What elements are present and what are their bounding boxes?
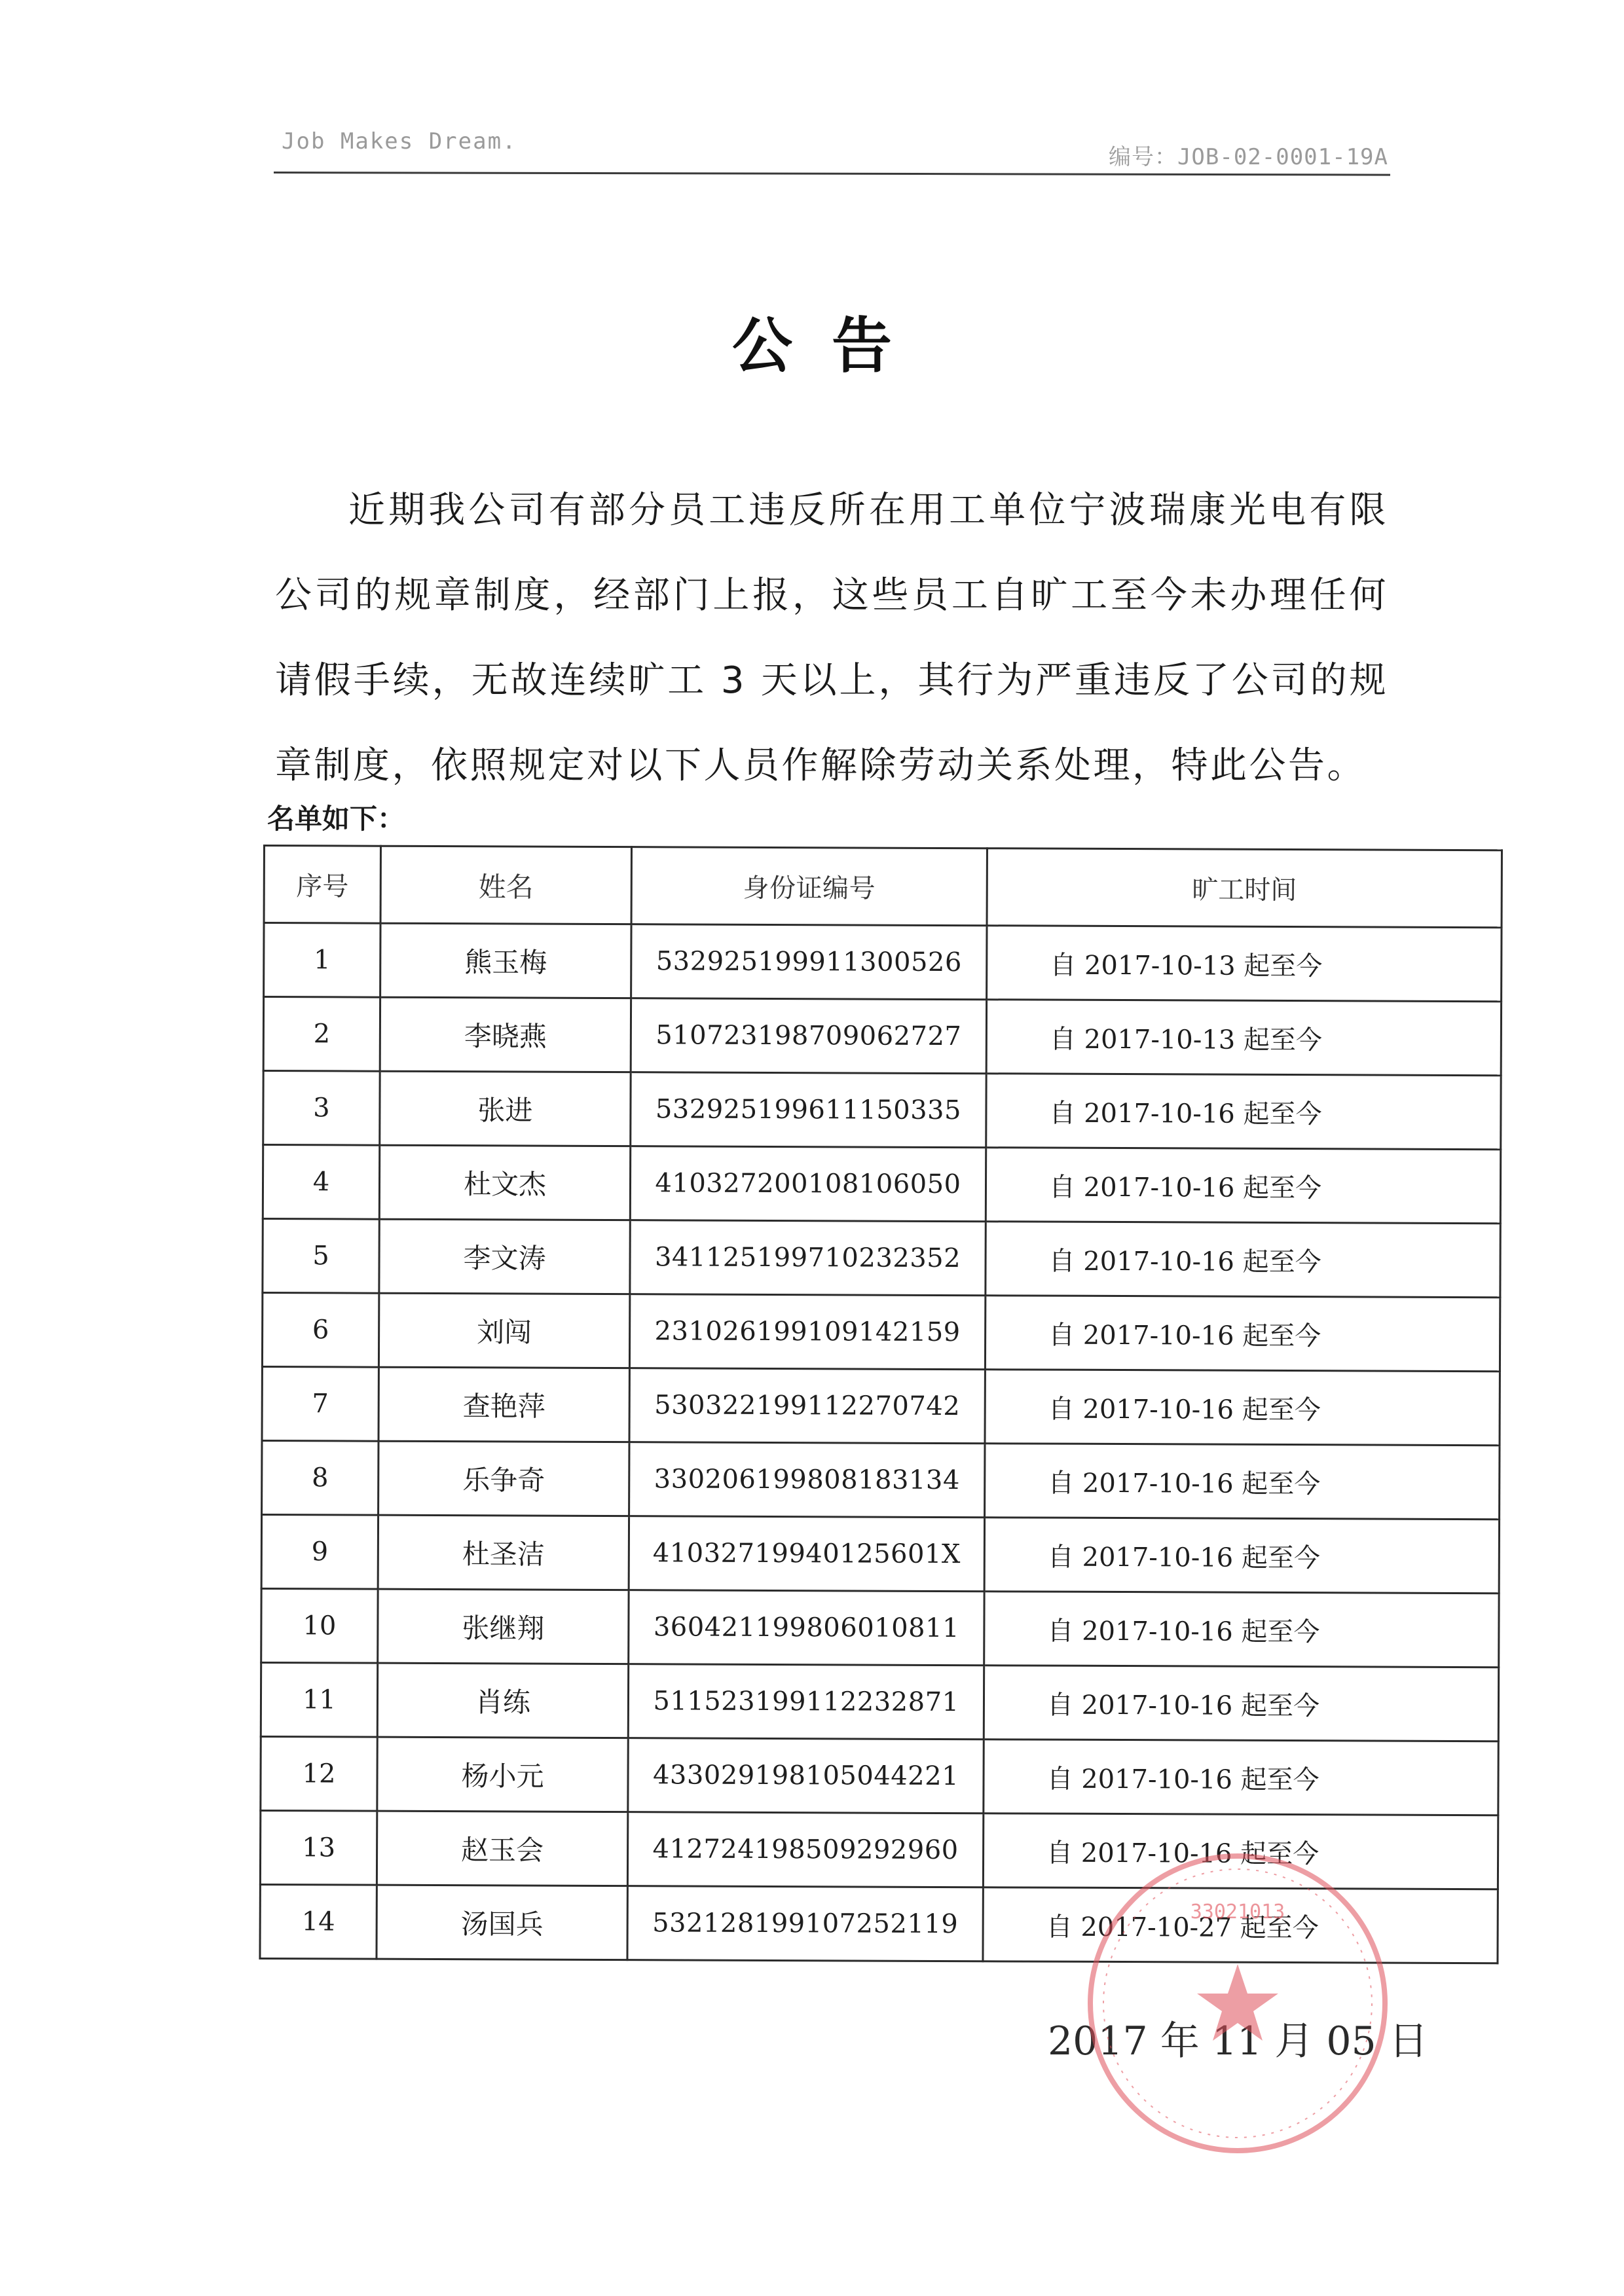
row-id-number: 330206199808183134 — [629, 1442, 985, 1518]
company-seal — [1074, 1840, 1401, 2167]
row-name: 汤国兵 — [377, 1885, 627, 1959]
row-absence-time — [986, 1000, 1501, 1076]
time-suffix: 起至今 — [1235, 1025, 1323, 1055]
row-absence-time — [987, 926, 1502, 1002]
header-no: 序号 — [264, 846, 380, 924]
absence-start-date: 2017-10-16 — [1082, 1616, 1233, 1647]
row-no: 3 — [263, 1071, 380, 1146]
roster-table — [259, 845, 1503, 1964]
row-absence-time — [985, 1444, 1500, 1520]
row-id-number: 360421199806010811 — [629, 1590, 984, 1666]
time-prefix: 自 — [1049, 1098, 1084, 1129]
table-row — [261, 1662, 1498, 1741]
absence-start-date: 2017-10-16 — [1083, 1246, 1234, 1277]
row-id-number: 341125199710232352 — [630, 1220, 986, 1296]
time-prefix: 自 — [1046, 1912, 1081, 1942]
row-name: 乐争奇 — [378, 1441, 629, 1516]
row-absence-time — [984, 1592, 1499, 1667]
table-row — [262, 1367, 1500, 1446]
absence-start-date: 2017-10-27 — [1080, 1912, 1232, 1943]
row-absence-time — [984, 1666, 1498, 1741]
row-no: 5 — [263, 1219, 379, 1294]
time-suffix: 起至今 — [1234, 1321, 1321, 1351]
row-absence-time — [986, 1222, 1500, 1298]
header-time: 旷工时间 — [987, 848, 1502, 928]
time-suffix: 起至今 — [1234, 1247, 1321, 1277]
table-row — [262, 1440, 1500, 1519]
time-suffix: 起至今 — [1232, 1838, 1320, 1869]
row-id-number: 532128199107252119 — [627, 1886, 983, 1961]
table-row — [264, 923, 1502, 1002]
time-suffix: 起至今 — [1232, 1690, 1320, 1721]
time-prefix: 自 — [1046, 1838, 1081, 1868]
time-suffix: 起至今 — [1232, 1616, 1320, 1647]
row-id-number: 532925199911300526 — [631, 924, 987, 1000]
absence-start-date: 2017-10-16 — [1084, 1098, 1235, 1129]
row-no: 2 — [263, 997, 380, 1072]
time-prefix: 自 — [1048, 1468, 1083, 1499]
time-prefix: 自 — [1048, 1394, 1083, 1425]
time-prefix: 自 — [1047, 1542, 1082, 1573]
absence-start-date: 2017-10-16 — [1082, 1394, 1234, 1425]
row-no: 13 — [260, 1810, 377, 1885]
row-name: 张继翔 — [378, 1589, 629, 1664]
row-no: 6 — [262, 1293, 378, 1368]
table-row — [263, 1071, 1501, 1150]
row-name: 李文涛 — [379, 1219, 630, 1294]
time-suffix: 起至今 — [1234, 1099, 1322, 1129]
row-id-number: 231026199109142159 — [629, 1294, 985, 1370]
absence-start-date: 2017-10-16 — [1082, 1468, 1234, 1499]
row-absence-time — [986, 1074, 1501, 1150]
row-no: 11 — [261, 1662, 377, 1737]
svg-text:33021013: 33021013 — [1190, 1901, 1285, 1923]
row-name: 刘闯 — [378, 1293, 629, 1368]
row-name: 杜圣洁 — [378, 1515, 629, 1590]
row-id-number: 433029198105044221 — [628, 1738, 984, 1813]
document-number: 编号：JOB-02-0001-19A — [1108, 144, 1388, 170]
header-id: 身份证编号 — [631, 847, 987, 926]
row-no: 8 — [262, 1440, 378, 1515]
row-absence-time — [984, 1518, 1499, 1594]
table-row — [263, 997, 1501, 1076]
issue-date: 2017 年 11 月 05 日 — [1048, 2018, 1428, 2064]
absence-start-date: 2017-10-13 — [1084, 1024, 1236, 1055]
table-row — [263, 1219, 1500, 1298]
row-no: 1 — [264, 923, 380, 998]
row-id-number: 510723198709062727 — [631, 998, 986, 1074]
time-prefix: 自 — [1047, 1616, 1082, 1647]
row-id-number: 530322199112270742 — [629, 1368, 985, 1444]
roster-table-wrapper — [259, 845, 1493, 1964]
table-row — [262, 1293, 1500, 1372]
row-name: 杜文杰 — [379, 1145, 630, 1220]
time-suffix: 起至今 — [1234, 1173, 1322, 1203]
table-row — [261, 1736, 1498, 1815]
time-suffix: 起至今 — [1233, 1542, 1320, 1573]
row-name: 肖练 — [377, 1663, 628, 1738]
time-suffix: 起至今 — [1233, 1394, 1321, 1425]
row-no: 14 — [260, 1884, 377, 1959]
absence-start-date: 2017-10-16 — [1083, 1172, 1235, 1203]
table-row — [261, 1588, 1499, 1667]
absence-start-date: 2017-10-16 — [1082, 1320, 1234, 1351]
header-slogan: Job Makes Dream. — [282, 128, 517, 155]
row-name: 杨小元 — [377, 1737, 628, 1812]
time-suffix: 起至今 — [1233, 1468, 1321, 1499]
row-absence-time — [986, 1148, 1500, 1224]
absence-start-date: 2017-10-16 — [1080, 1838, 1232, 1869]
row-absence-time — [984, 1740, 1498, 1815]
time-prefix: 自 — [1046, 1690, 1082, 1721]
time-prefix: 自 — [1050, 950, 1085, 981]
list-label: 名单如下： — [267, 803, 405, 835]
table-header-row — [264, 846, 1502, 928]
row-name: 查艳萍 — [378, 1367, 629, 1442]
time-suffix: 起至今 — [1235, 951, 1323, 981]
row-no: 9 — [261, 1514, 378, 1589]
row-no: 12 — [261, 1736, 377, 1811]
absence-start-date: 2017-10-13 — [1084, 950, 1236, 981]
row-absence-time — [985, 1296, 1500, 1372]
row-id-number: 412724198509292960 — [627, 1812, 983, 1887]
row-id-number: 410327200108106050 — [630, 1146, 986, 1222]
row-no: 10 — [261, 1588, 378, 1663]
time-prefix: 自 — [1046, 1764, 1082, 1795]
time-suffix: 起至今 — [1232, 1764, 1320, 1795]
time-prefix: 自 — [1048, 1172, 1084, 1203]
announcement-body: 近期我公司有部分员工违反所在用工单位宁波瑞康光电有限公司的规章制度，经部门上报，这些员工自旷工至今未办理任何请假手续，无故连续旷工 3 天以上，其行为严重违反了公司的规章制度，依照规定对以下人员作解除劳动关系处理，特此公告。 — [275, 489, 1388, 787]
absence-start-date: 2017-10-16 — [1081, 1690, 1233, 1721]
header-name: 姓名 — [380, 846, 631, 924]
row-name: 李晓燕 — [380, 997, 631, 1072]
time-suffix: 起至今 — [1231, 1912, 1319, 1943]
time-prefix: 自 — [1048, 1246, 1084, 1277]
row-name: 熊玉梅 — [380, 923, 631, 998]
absence-start-date: 2017-10-16 — [1082, 1542, 1234, 1573]
row-no: 4 — [263, 1145, 379, 1220]
time-prefix: 自 — [1048, 1320, 1083, 1351]
header-rule — [274, 172, 1390, 176]
time-prefix: 自 — [1049, 1024, 1084, 1055]
row-name: 张进 — [380, 1071, 631, 1146]
row-id-number: 532925199611150335 — [631, 1072, 986, 1148]
page-title: 公告 — [731, 311, 931, 381]
table-row — [263, 1145, 1500, 1224]
row-name: 赵玉会 — [377, 1811, 627, 1886]
row-no: 7 — [262, 1367, 378, 1442]
row-id-number: 41032719940125601X — [629, 1516, 984, 1592]
row-absence-time — [985, 1370, 1500, 1446]
row-id-number: 511523199112232871 — [628, 1664, 984, 1740]
absence-start-date: 2017-10-16 — [1081, 1764, 1232, 1795]
table-row — [261, 1514, 1499, 1593]
